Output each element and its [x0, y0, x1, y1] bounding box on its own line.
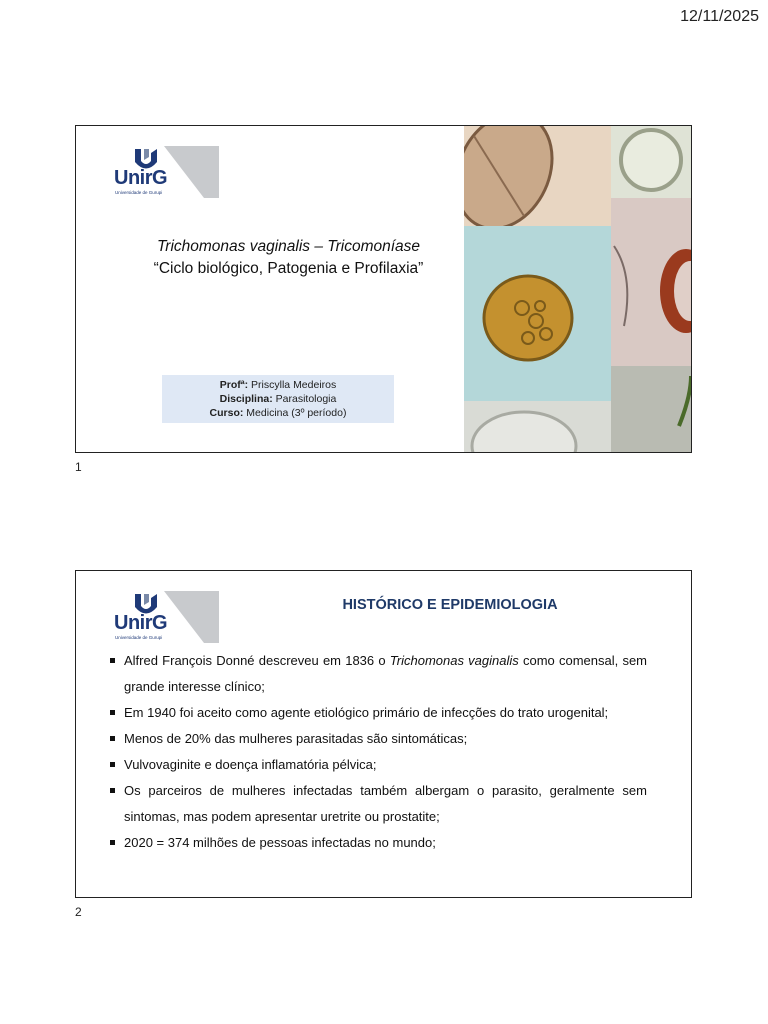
- list-item: Em 1940 foi aceito como agente etiológico primário de infecções do trato urogenital;: [110, 700, 647, 726]
- square-bullet-icon: [110, 762, 115, 767]
- square-bullet-icon: [110, 658, 115, 663]
- slide-2-title: HISTÓRICO E EPIDEMIOLOGIA: [342, 597, 558, 613]
- slide-2: [75, 570, 692, 898]
- square-bullet-icon: [110, 840, 115, 845]
- logo-wedge-icon: [164, 591, 219, 643]
- unirg-logo: [106, 146, 219, 198]
- slide-1: [75, 125, 692, 453]
- list-item: 2020 = 374 milhões de pessoas infectadas no mundo;: [110, 830, 647, 856]
- title-line-2: “Ciclo biológico, Patogenia e Profilaxia”: [153, 260, 424, 277]
- unirg-logo: [106, 591, 219, 643]
- list-item: Alfred François Donné descreveu em 1836 o Trichomonas vaginalis como comensal, sem grande interesse clínico;: [110, 648, 647, 700]
- slide-1-title: [106, 236, 471, 280]
- list-item: Vulvovaginite e doença inflamatória pélvica;: [110, 752, 647, 778]
- square-bullet-icon: [110, 710, 115, 715]
- list-item: Menos de 20% das mulheres parasitadas são sintomáticas;: [110, 726, 647, 752]
- page-number-1: 1: [75, 460, 82, 474]
- list-item: Os parceiros de mulheres infectadas também albergam o parasito, geralmente sem sintomas, mas podem apresentar uretrite ou prostatite;: [110, 778, 647, 830]
- logo-wordmark: UnirG: [114, 167, 168, 189]
- info-line-course: Curso: Medicina (3º período): [209, 407, 347, 419]
- bullet-list: [110, 648, 647, 856]
- logo-subtitle: Universidade de Gurupi: [115, 190, 163, 195]
- microscopy-photo-collage: [464, 126, 691, 453]
- page-number-2: 2: [75, 905, 82, 919]
- logo-wordmark: UnirG: [114, 612, 168, 634]
- logo-wedge-icon: [164, 146, 219, 198]
- title-line-1: Trichomonas vaginalis – Tricomoníase: [156, 238, 421, 255]
- info-line-professor: Profª: Priscylla Medeiros: [219, 379, 337, 391]
- square-bullet-icon: [110, 736, 115, 741]
- square-bullet-icon: [110, 788, 115, 793]
- course-info-box: [162, 375, 394, 423]
- print-date: 12/11/2025: [680, 8, 759, 25]
- info-line-discipline: Disciplina: Parasitologia: [219, 393, 337, 405]
- logo-subtitle: Universidade de Gurupi: [115, 635, 163, 640]
